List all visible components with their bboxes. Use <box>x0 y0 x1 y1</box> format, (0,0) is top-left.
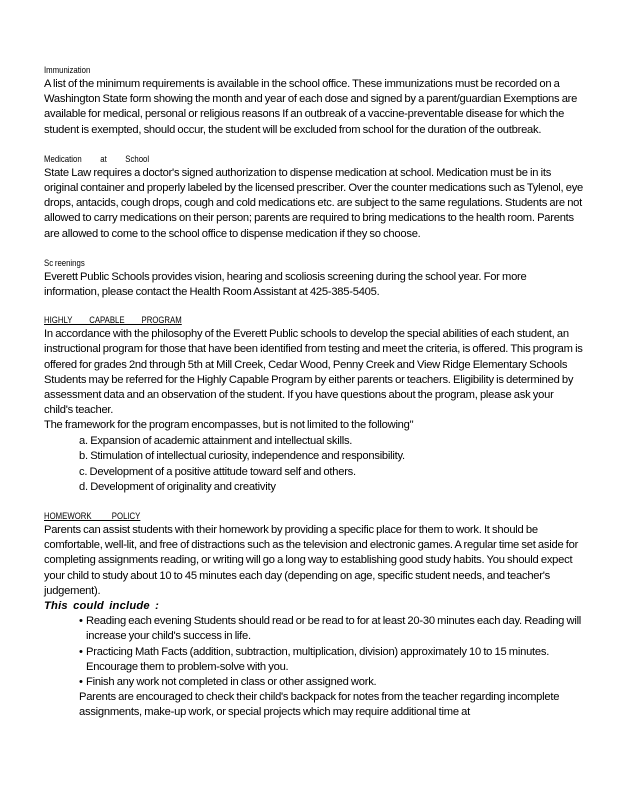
screenings-heading: Sc reenings <box>44 257 85 269</box>
screenings-body: Everett Public Schools provides vision, hearing and scoliosis screening during the school year. For more information, please contact the Health Room Assistant at 425-385-5405. <box>44 270 527 299</box>
medication-body: State Law requires a doctor's signed authorization to dispense medication at school. Medication must be in its original container and properly labeled by the licensed prescriber. Over the counter medications such as Tylenol, eye drops, antacids, cough drops, cough and cold medications etc. are subject to the same regulations. Students are not allowed to carry medications on their person; parents are required to bring medications to the health room. Parents are allowed to come to the school office to dispense medication if they so choose. <box>44 166 584 240</box>
homework-bullet-item <box>44 614 584 644</box>
homework-bullet-item <box>44 645 584 675</box>
immunization-body: A list of the minimum requirements is available in the school office. These immunizations must be recorded on a Washington State form showing the month and year of each dose and signed by a parent/guardian Exemptions are available for medical, personal or religious reasons If an outbreak of a vaccine-preventable disease for which the student is exempted, should occur, the student will be excluded from school for the duration of the outbreak. <box>44 78 578 136</box>
homework-closing: Parents are encouraged to check their child's backpack for notes from the teacher regarding incomplete assignments, make-up work, or special projects which may require additional time at <box>79 691 560 719</box>
bullet-icon: • <box>79 645 83 658</box>
bullet-icon: • <box>79 676 83 689</box>
highly-capable-para1: In accordance with the philosophy of the Everett Public schools to develop the special abilities of each student, an instructional program for those that have been identified from testing and meet the criteria, is offered. This program is offered for grades 2nd through 5th at Mill Creek, Cedar Wood, Penny Creek and View Ridge Elementary Schools <box>44 328 583 371</box>
framework-item: a. Expansion of academic attainment and intellectual skills. <box>79 434 353 447</box>
immunization-heading: Immunization <box>44 65 91 76</box>
highly-capable-para2: Students may be referred for the Highly Capable Program by either parents or teachers. Eligibility is determined by assessment data and an observation of the student. If you have questions about the program, please ask your child's teacher. <box>44 373 574 417</box>
framework-item: c. Development of a positive attitude toward self and others. <box>79 465 356 478</box>
homework-heading: HOMEWORK POLICY <box>44 511 141 523</box>
highly-capable-para3: The framework for the program encompasses, but is not limited to the following" <box>44 419 414 432</box>
this-could-include-label: This could include : <box>44 600 160 613</box>
homework-body: Parents can assist students with their homework by providing a specific place for them to work. It should be comfortable, well-lit, and free of distractions such as the television and electronic games. A regular time set aside for completing assignments reading, or writing will go a long way to establishing good study habits. You should expect your child to study about 10 to 45 minutes each day (depending on age, specific student needs, and teacher's judgement). <box>44 524 579 597</box>
document-page <box>44 64 584 721</box>
highly-capable-heading: HIGHLY CAPABLE PROGRAM <box>44 315 182 327</box>
framework-item: d. Development of originality and creativity <box>79 481 276 494</box>
bullet-icon: • <box>79 615 83 628</box>
framework-list <box>44 434 584 496</box>
homework-bullet-text: Finish any work not completed in class or other assigned work. <box>86 676 377 689</box>
homework-bullet-list <box>44 614 584 690</box>
framework-item: b. Stimulation of intellectual curiosity, independence and responsibility. <box>79 450 405 463</box>
homework-bullet-item <box>44 675 584 690</box>
homework-bullet-text: Practicing Math Facts (addition, subtraction, multiplication, division) approximately 10 to 15 minutes. Encourage them to problem-solve with you. <box>86 645 550 673</box>
homework-bullet-text: Reading each evening Students should read or be read to for at least 20-30 minutes each day. Reading will increase your child's success in life. <box>86 615 582 643</box>
medication-heading: Medication at School <box>44 153 150 165</box>
